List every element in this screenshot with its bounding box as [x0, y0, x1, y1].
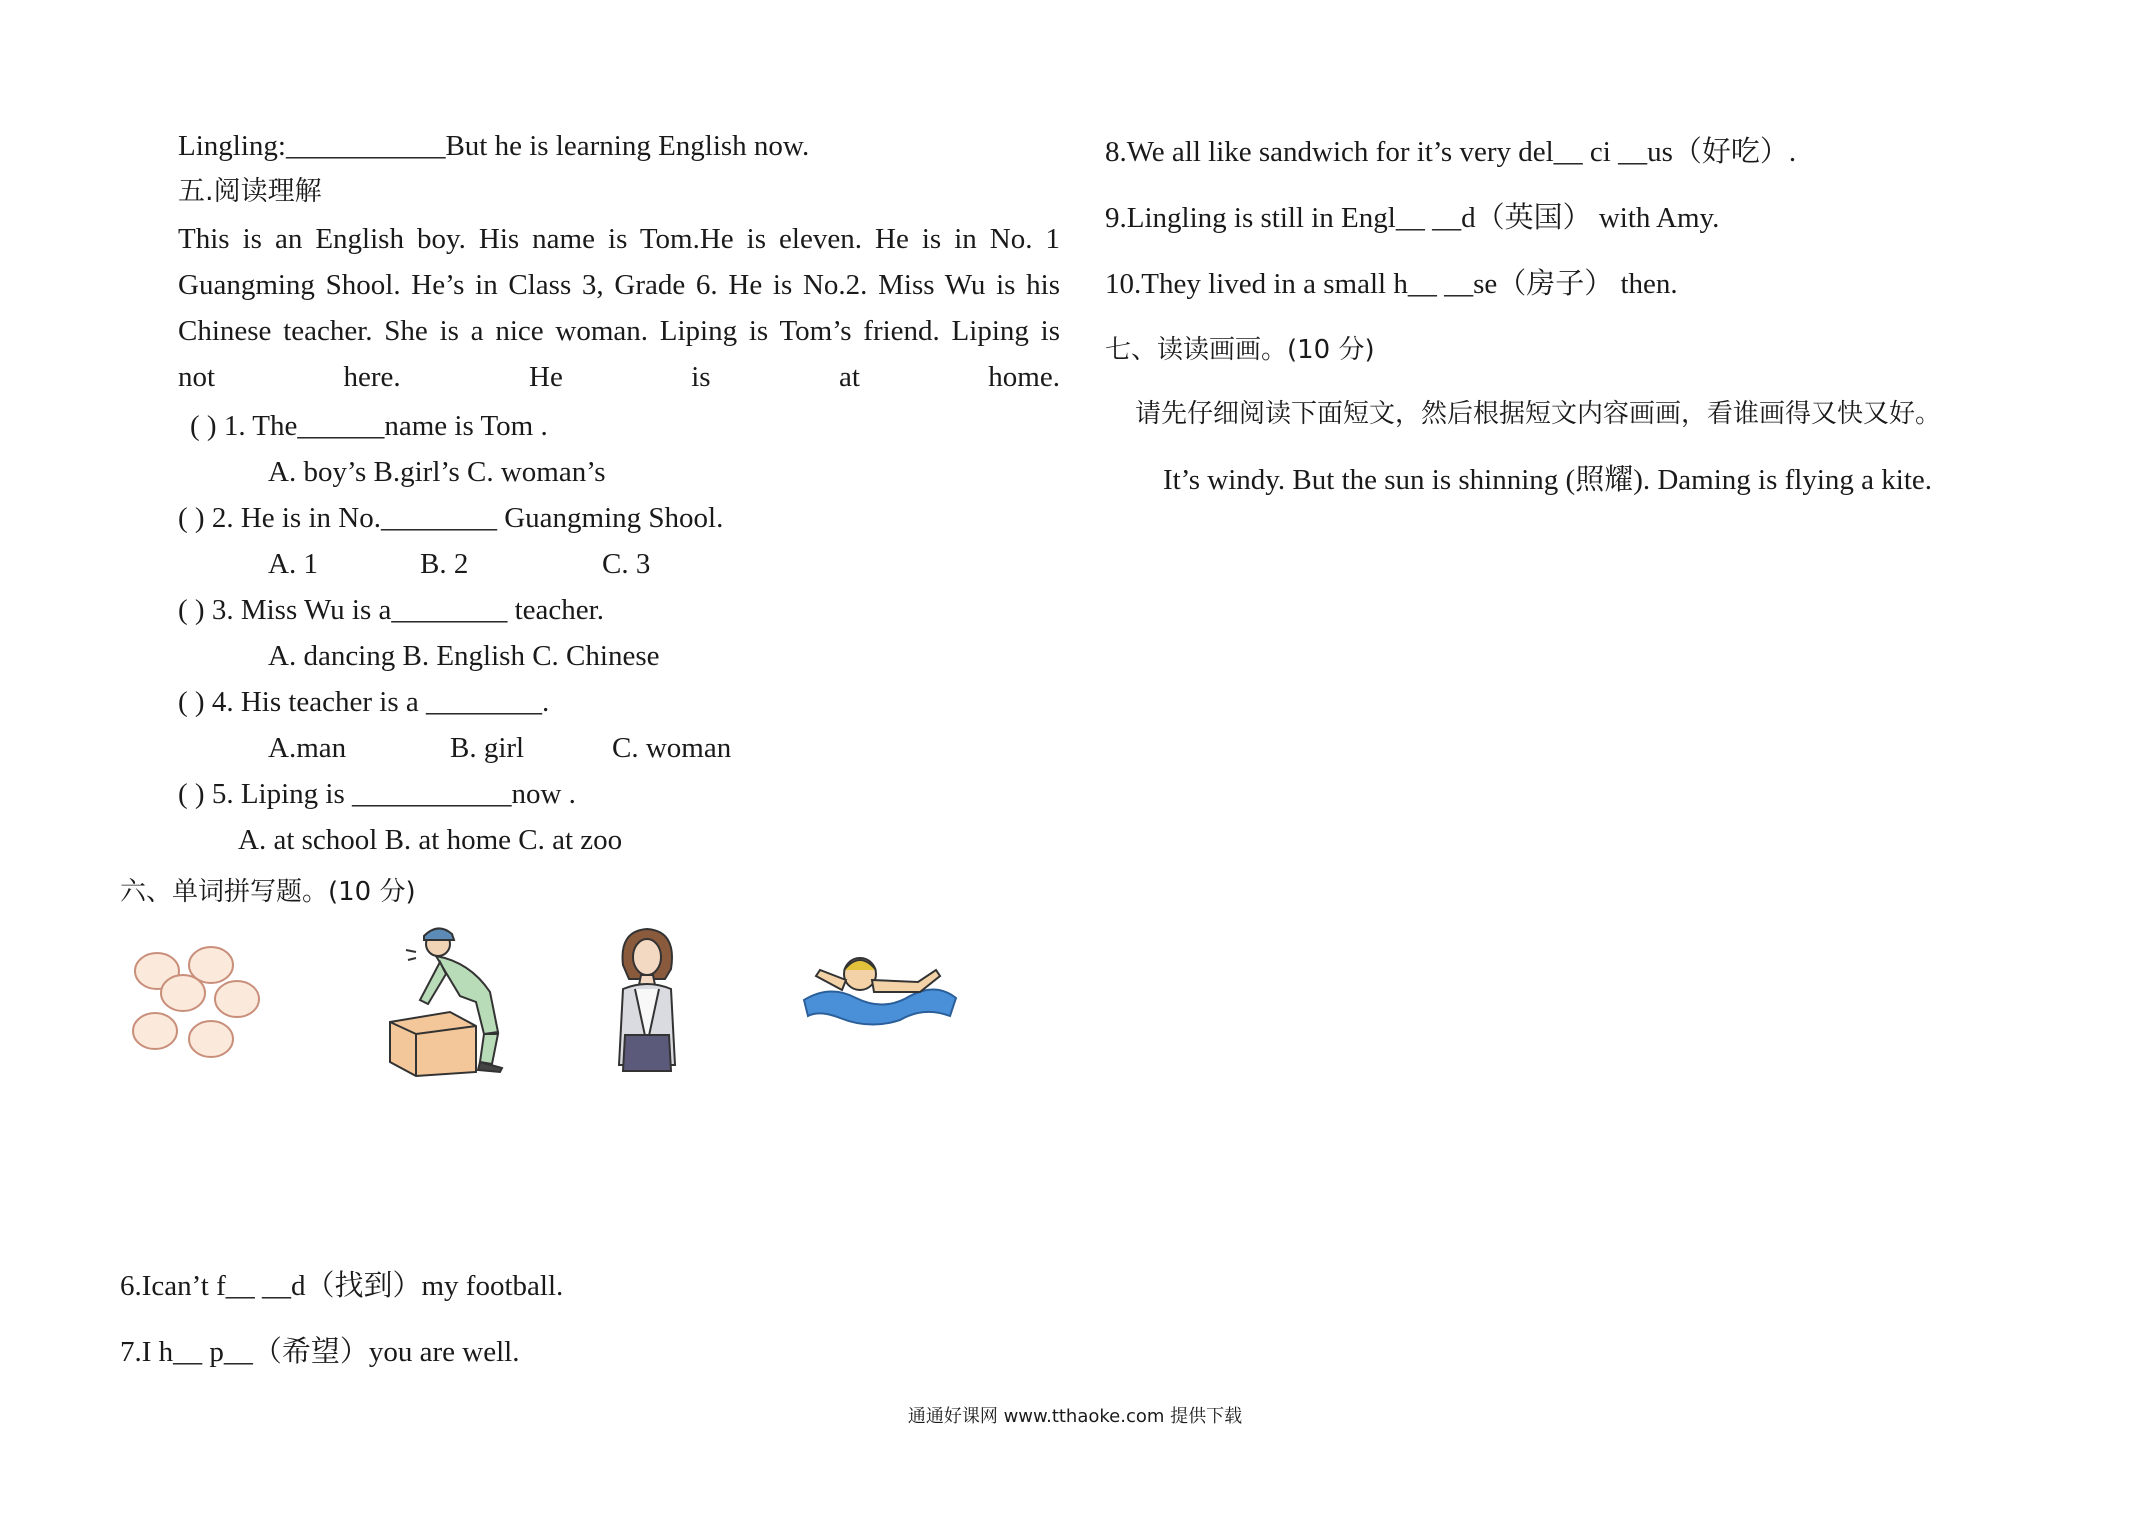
footer-source: 通通好课网 www.tthaoke.com 提供下载 [907, 1406, 1243, 1427]
question-3: ( ) 3. Miss Wu is a________ teacher. [178, 594, 604, 626]
passage-line: Chinese teacher. She is a nice woman. Liping is Tom’s friend. Liping is [178, 315, 1060, 347]
question-1: ( ) 1. The______name is Tom . [190, 410, 548, 442]
section6-title: 六、单词拼写题。(10 分) [120, 877, 416, 907]
spelling-item-8: 8.We all like sandwich for it’s very del__ ci __us（好吃）. [1105, 136, 1797, 168]
spelling-item-6: 6.Ican’t f__ __d（找到）my football. [120, 1270, 564, 1302]
spelling-item-10: 10.They lived in a small h__ __se（房子） then. [1105, 268, 1678, 300]
eggs-icon [125, 935, 275, 1065]
question-5-options: A. at school B. at home C. at zoo [238, 824, 623, 856]
section5-title: 五.阅读理解 [178, 176, 322, 207]
woman-icon [605, 925, 690, 1075]
question-3-options: A. dancing B. English C. Chinese [268, 640, 660, 672]
passage-line: This is an English boy. His name is Tom.He is eleven. He is in No. 1 [178, 223, 1060, 255]
worker-carrying-box-icon [380, 922, 530, 1077]
question-4: ( ) 4. His teacher is a ________. [178, 686, 550, 718]
question-1-options: A. boy’s B.girl’s C. woman’s [268, 456, 606, 488]
question-2: ( ) 2. He is in No.________ Guangming Shool. [178, 502, 724, 534]
swimmer-icon [800, 940, 960, 1030]
question-2-option-a: A. 1 [268, 548, 318, 580]
passage-line: Guangming Shool. He’s in Class 3, Grade 6. He is No.2. Miss Wu is his [178, 269, 1060, 301]
reading-passage [178, 216, 1060, 400]
spelling-item-9: 9.Lingling is still in Engl__ __d（英国） with Amy. [1105, 202, 1720, 234]
drawing-text: It’s windy. But the sun is shinning (照耀). Daming is flying a kite. [1163, 464, 1932, 496]
section7-title: 七、读读画画。(10 分) [1105, 335, 1375, 365]
question-2-option-c: C. 3 [602, 548, 651, 580]
drawing-instruction: 请先仔细阅读下面短文，然后根据短文内容画画，看谁画得又快又好。 [1135, 399, 1942, 429]
spelling-item-7: 7.I h__ p__（希望）you are well. [120, 1336, 520, 1368]
question-4-option-b: B. girl [450, 732, 525, 764]
question-2-option-b: B. 2 [420, 548, 469, 580]
question-5: ( ) 5. Liping is ___________now . [178, 778, 576, 810]
question-4-option-a: A.man [268, 732, 347, 764]
question-4-option-c: C. woman [612, 732, 732, 764]
dialog-line: Lingling:___________But he is learning English now. [178, 130, 810, 162]
passage-line: not here. He is at home. [178, 361, 1060, 393]
